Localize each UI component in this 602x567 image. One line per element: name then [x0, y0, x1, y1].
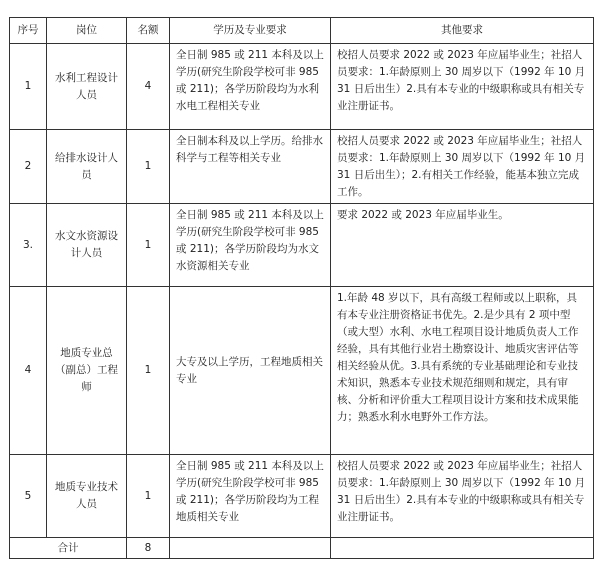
- row-index: 5: [10, 455, 47, 538]
- header-quota: 名额: [127, 18, 170, 44]
- row-quota: 1: [127, 130, 170, 204]
- total-label: 合计: [10, 538, 127, 559]
- row-position: 给排水设计人员: [47, 130, 127, 204]
- row-education: 全日制 985 或 211 本科及以上学历(研究生阶段学校可非 985 或 211)；各学历阶段均为水文水资源相关专业: [170, 204, 331, 287]
- row-other: 校招人员要求 2022 或 2023 年应届毕业生；社招人员要求：1.年龄原则上 30 周岁以下（1992 年 10 月 31 日后出生）2.具有本专业的中级职称或具有相关专业注册证书。: [331, 44, 594, 130]
- row-education: 大专及以上学历，工程地质相关专业: [170, 287, 331, 455]
- row-index: 2: [10, 130, 47, 204]
- row-position: 水利工程设计人员: [47, 44, 127, 130]
- table-row: [10, 130, 594, 204]
- header-index: 序号: [10, 18, 47, 44]
- row-index: 1: [10, 44, 47, 130]
- row-education: 全日制本科及以上学历。给排水科学与工程等相关专业: [170, 130, 331, 204]
- table-row: [10, 204, 594, 287]
- row-education: 全日制 985 或 211 本科及以上学历(研究生阶段学校可非 985 或 211)；各学历阶段均为工程地质相关专业: [170, 455, 331, 538]
- row-index: 4: [10, 287, 47, 455]
- total-other-empty: [331, 538, 594, 559]
- row-other: 校招人员要求 2022 或 2023 年应届毕业生；社招人员要求：1.年龄原则上 30 周岁以下（1992 年 10 月 31 日后出生）2.具有本专业的中级职称或具有相关专业注册证书。: [331, 455, 594, 538]
- row-other: 1.年龄 48 岁以下，具有高级工程师或以上职称，具有本专业注册资格证书优先。2.是少具有 2 项中型（或大型）水利、水电工程项目设计地质负责人工作经验，具有其他行业岩土勘察设计、地质灾害评估等相关经验从优。3.具有系统的专业基础理论和专业技术知识，熟悉本专业技术规范细则和规定，具有审核、分析和评价重大工程项目设计方案和技术成果能力；熟悉水利水电野外工作方法。: [331, 287, 594, 455]
- row-quota: 1: [127, 204, 170, 287]
- row-index: 3.: [10, 204, 47, 287]
- row-other: 校招人员要求 2022 或 2023 年应届毕业生；社招人员要求：1.年龄原则上 30 周岁以下（1992 年 10 月 31 日后出生）；2.有相关工作经验，能基本独立完成工作。: [331, 130, 594, 204]
- row-position: 水文水资源设计人员: [47, 204, 127, 287]
- header-row: [10, 18, 594, 44]
- row-position: 地质专业总（副总）工程师: [47, 287, 127, 455]
- recruitment-table-wrapper: [9, 17, 594, 559]
- total-quota: 8: [127, 538, 170, 559]
- table-row: [10, 287, 594, 455]
- row-education: 全日制 985 或 211 本科及以上学历(研究生阶段学校可非 985 或 211)；各学历阶段均为水利水电工程相关专业: [170, 44, 331, 130]
- header-position: 岗位: [47, 18, 127, 44]
- row-quota: 4: [127, 44, 170, 130]
- header-education: 学历及专业要求: [170, 18, 331, 44]
- total-row: [10, 538, 594, 559]
- recruitment-table: [9, 17, 594, 559]
- row-quota: 1: [127, 287, 170, 455]
- row-position: 地质专业技术人员: [47, 455, 127, 538]
- row-quota: 1: [127, 455, 170, 538]
- table-row: [10, 455, 594, 538]
- table-row: [10, 44, 594, 130]
- row-other: 要求 2022 或 2023 年应届毕业生。: [331, 204, 594, 287]
- total-education-empty: [170, 538, 331, 559]
- header-other: 其他要求: [331, 18, 594, 44]
